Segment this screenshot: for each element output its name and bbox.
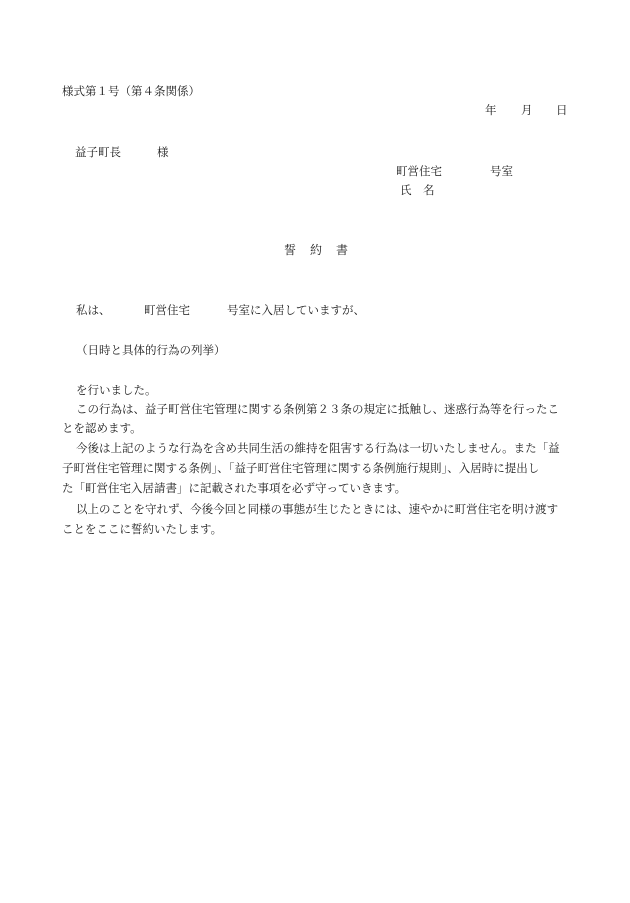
applicant-name-label: 氏 名 [400, 183, 435, 197]
date-year-label: 年 [485, 103, 497, 117]
applicant-housing-label: 町営住宅 [396, 164, 442, 178]
date-day-label: 日 [556, 103, 568, 117]
incident-placeholder: （日時と具体的行為の列挙） [76, 343, 226, 357]
applicant-room-label: 号室 [490, 164, 513, 178]
addressee-name: 益子町長 [75, 145, 121, 159]
form-label: 様式第１号（第４条関係） [62, 84, 200, 98]
paragraph-2-line-1: 今後は上記のような行為を含め共同生活の維持を阻害する行為は一切いたしません。また「益 [76, 441, 560, 455]
did-action-text: を行いました。 [76, 383, 157, 397]
paragraph-1-line-2: とを認めます。 [62, 421, 142, 435]
intro-suffix: 号室に入居していますが、 [227, 303, 365, 317]
intro-prefix: 私は、 [76, 303, 111, 317]
paragraph-3-line-1: 以上のことを守れず、今後今回と同様の事態が生じたときには、速やかに町営住宅を明け渡す [76, 502, 559, 516]
date-month-label: 月 [521, 103, 533, 117]
intro-housing: 町営住宅 [144, 303, 190, 317]
addressee-honorific: 様 [157, 145, 169, 159]
paragraph-2-line-2: 子町営住宅管理に関する条例」、「益子町営住宅管理に関する条例施行規則」、入居時に提出し [62, 461, 540, 475]
paragraph-2-line-3: た「町営住宅入居請書」に記載された事項を必ず守っていきます。 [62, 481, 407, 495]
document-title: 誓 約 書 [284, 243, 350, 257]
paragraph-3-line-2: ことをここに誓約いたします。 [62, 522, 223, 536]
paragraph-1-line-1: この行為は、益子町営住宅管理に関する条例第２３条の規定に抵触し、迷惑行為等を行ったこ [76, 402, 559, 416]
